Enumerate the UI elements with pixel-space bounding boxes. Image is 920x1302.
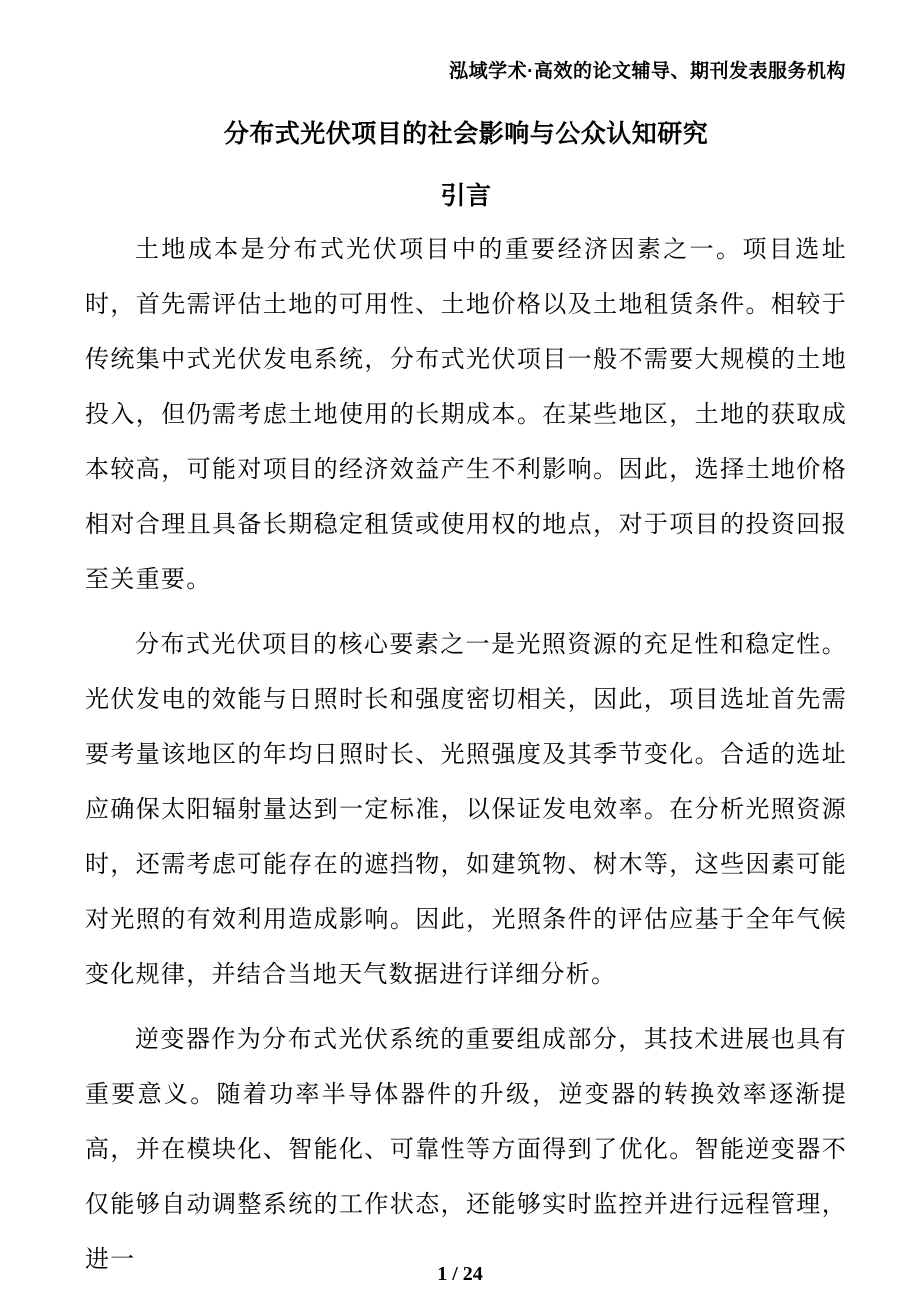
document-title: 分布式光伏项目的社会影响与公众认知研究 xyxy=(223,120,709,148)
paragraph-land-cost: 土地成本是分布式光伏项目中的重要经济因素之一。项目选址时，首先需评估土地的可用性、土地价格以及土地租赁条件。相较于传统集中式光伏发电系统，分布式光伏项目一般不需要大规模的土地投入，但仍需考虑土地使用的长期成本。在某些地区，土地的获取成本较高，可能对项目的经济效益产生不利影响。因此，选择土地价格相对合理且具备长期稳定租赁或使用权的地点，对于项目的投资回报至关重要。 xyxy=(85,237,847,593)
section-heading-introduction: 引言 xyxy=(440,182,492,210)
body-text xyxy=(85,223,847,1288)
document-content xyxy=(85,116,847,1288)
page-number: 1 / 24 xyxy=(437,1263,483,1285)
paragraph-inverter-technology: 逆变器作为分布式光伏系统的重要组成部分，其技术进展也具有重要意义。随着功率半导体器件的升级，逆变器的转换效率逐渐提高，并在模块化、智能化、可靠性等方面得到了优化。智能逆变器不仅能够自动调整系统的工作状态，还能够实时监控并进行远程管理，进一 xyxy=(85,1027,847,1273)
paragraph-solar-resource: 分布式光伏项目的核心要素之一是光照资源的充足性和稳定性。光伏发电的效能与日照时长和强度密切相关，因此，项目选址首先需要考量该地区的年均日照时长、光照强度及其季节变化。合适的选址应确保太阳辐射量达到一定标准，以保证发电效率。在分析光照资源时，还需考虑可能存在的遮挡物，如建筑物、树木等，这些因素可能对光照的有效利用造成影响。因此，光照条件的评估应基于全年气候变化规律，并结合当地天气数据进行详细分析。 xyxy=(85,632,847,988)
brand-header: 泓域学术·高效的论文辅导、期刊发表服务机构 xyxy=(449,61,846,82)
